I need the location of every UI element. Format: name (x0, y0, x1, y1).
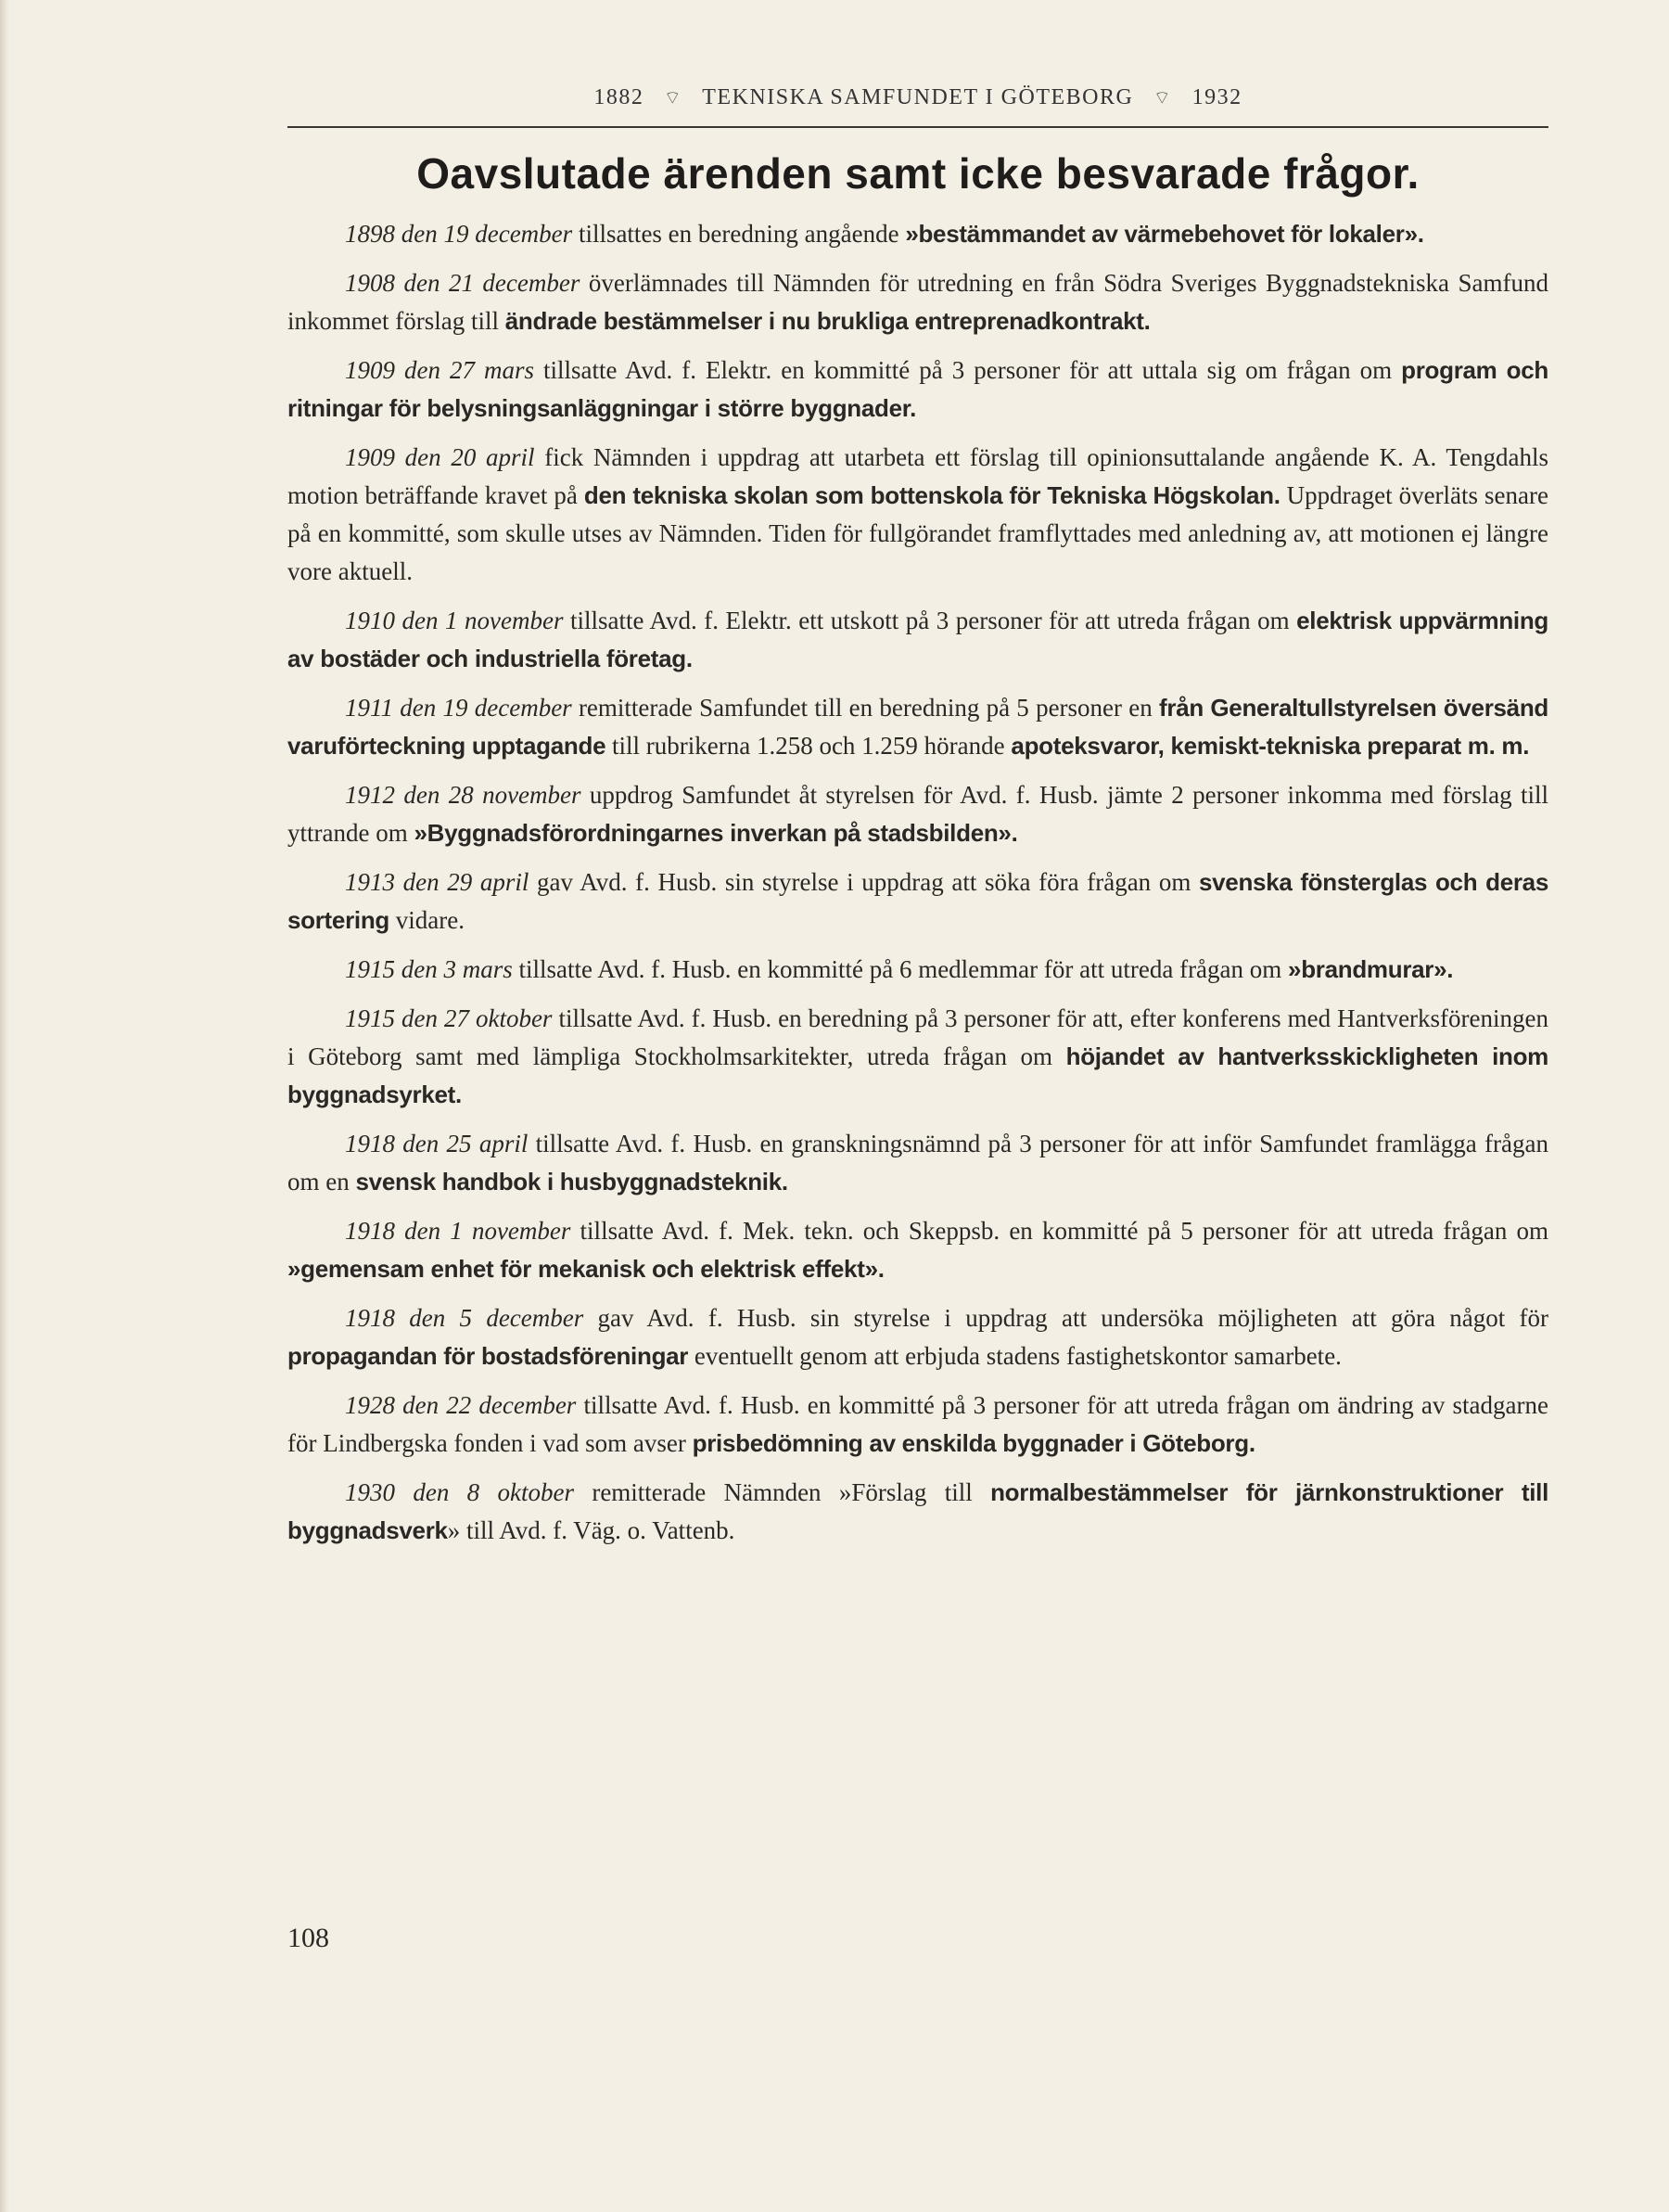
entry-subject: propagandan för bostadsföreningar (287, 1342, 689, 1370)
entry-date: 1915 den 27 oktober (345, 1004, 553, 1032)
entry-text: tillsattes en beredning angående (572, 220, 906, 248)
header-rule (287, 126, 1548, 128)
entry-text: gav Avd. f. Husb. sin styrelse i uppdrag att söka föra frågan om (529, 868, 1199, 896)
entry-text: Uppdraget överläts senare på en kommitté, som skulle utses av Nämnden. Tiden för fullgörandet framflyttades med anledning av, att motionen ej längre vore aktuell. (287, 481, 1548, 585)
entry-paragraph (287, 439, 1548, 591)
entry-subject: »gemensam enhet för mekanisk och elektrisk effekt». (287, 1255, 885, 1283)
header-society-name: TEKNISKA SAMFUNDET I GÖTEBORG (702, 85, 1134, 109)
entry-text: tillsatte Avd. f. Husb. en granskningsnämnd på 3 personer för att inför Samfundet framlägga frågan om en (287, 1130, 1548, 1196)
entry-subject: normalbestämmelser för järnkonstruktioner till byggnadsverk (287, 1478, 1548, 1544)
header-year-end: 1932 (1191, 85, 1242, 109)
page-number: 108 (287, 1923, 329, 1953)
entry-text: fick Nämnden i uppdrag att utarbeta ett förslag till opinionsuttalande angående K. A. Tengdahls motion beträffande kravet på (287, 443, 1549, 509)
entry-subject: »bestämmandet av värmebehovet för lokaler». (905, 220, 1424, 248)
entry-subject: svensk handbok i husbyggnadsteknik. (355, 1168, 788, 1196)
entry-text: gav Avd. f. Husb. sin styrelse i uppdrag att undersöka möjligheten att göra något för (583, 1304, 1548, 1332)
entry-date: 1915 den 3 mars (345, 955, 513, 983)
entry-paragraph (287, 602, 1548, 678)
entry-subject: från Generaltullstyrelsen översänd varuförteckning upptagande (287, 694, 1549, 760)
entry-paragraph (287, 863, 1548, 940)
entry-subject: »brandmurar». (1288, 955, 1454, 983)
entry-text: till rubrikerna 1.258 och 1.259 hörande (605, 732, 1012, 760)
entry-text: tillsatte Avd. f. Husb. en beredning på 3 personer för att, efter konferens med Hantverksföreningen i Göteborg samt med lämpliga Stockholmsarkitekter, utreda frågan om (287, 1004, 1549, 1070)
entry-paragraph (287, 951, 1548, 989)
ornament-icon: ⌔ (663, 88, 683, 109)
entry-text: » till Avd. f. Väg. o. Vattenb. (447, 1516, 735, 1544)
entry-paragraph (287, 1387, 1548, 1463)
entry-text: remitterade Samfundet till en beredning på 5 personer en (571, 694, 1160, 722)
entry-text: tillsatte Avd. f. Husb. en kommitté på 6 medlemmar för att utreda frågan om (512, 955, 1289, 983)
entry-paragraph (287, 776, 1548, 852)
entry-date: 1909 den 20 april (345, 443, 535, 471)
entry-paragraph (287, 215, 1548, 253)
entry-date: 1908 den 21 december (345, 269, 580, 297)
entry-date: 1918 den 25 april (345, 1130, 529, 1157)
entry-paragraph (287, 1474, 1548, 1550)
entry-text: tillsatte Avd. f. Husb. en kommitté på 3 personer för att utreda frågan om ändring av stadgarne för Lindbergska fonden i vad som avser (287, 1391, 1548, 1457)
entry-date: 1911 den 19 december (345, 694, 572, 722)
entry-text: tillsatte Avd. f. Elektr. ett utskott på 3 personer för att utreda frågan om (563, 607, 1297, 634)
entry-paragraph (287, 1212, 1548, 1288)
entry-text: tillsatte Avd. f. Mek. tekn. och Skeppsb. en kommitté på 5 personer för att utreda frågan om (570, 1217, 1548, 1245)
entry-paragraph (287, 264, 1548, 340)
entry-subject: apoteksvaror, kemiskt-tekniska preparat m. m. (1011, 732, 1530, 760)
entry-paragraph (287, 1000, 1548, 1114)
running-header (287, 85, 1548, 110)
entry-subject: höjandet av hantverksskickligheten inom byggnadsyrket. (287, 1042, 1548, 1108)
entry-text: remitterade Nämnden »Förslag till (573, 1478, 991, 1506)
entry-date: 1918 den 5 december (345, 1304, 584, 1332)
entry-subject: ändrade bestämmelser i nu brukliga entreprenadkontrakt. (504, 307, 1151, 335)
entry-text: eventuellt genom att erbjuda stadens fastighetskontor samarbete. (688, 1342, 1342, 1370)
entry-text: tillsatte Avd. f. Elektr. en kommitté på 3 personer för att uttala sig om frågan om (534, 356, 1402, 384)
entry-paragraph (287, 1299, 1548, 1375)
entry-text: vidare. (389, 906, 465, 934)
entry-subject: program och ritningar för belysningsanläggningar i större byggnader. (287, 356, 1549, 422)
entry-text: överlämnades till Nämnden för utredning en från Södra Sveriges Byggnadstekniska Samfund inkommet förslag till (287, 269, 1548, 335)
entry-subject: »Byggnadsförordningarnes inverkan på stadsbilden». (414, 819, 1018, 847)
entry-date: 1918 den 1 november (345, 1217, 571, 1245)
entry-date: 1912 den 28 november (345, 781, 581, 809)
entry-date: 1930 den 8 oktober (345, 1478, 574, 1506)
entry-subject: prisbedömning av enskilda byggnader i Göteborg. (692, 1429, 1255, 1457)
entry-date: 1909 den 27 mars (345, 356, 535, 384)
entry-date: 1898 den 19 december (345, 220, 573, 248)
entry-date: 1910 den 1 november (345, 607, 564, 634)
ornament-icon: ⌔ (1153, 88, 1173, 109)
entry-text: uppdrog Samfundet åt styrelsen för Avd. f. Husb. jämte 2 personer inkomma med förslag till yttrande om (287, 781, 1548, 847)
entry-date: 1928 den 22 december (345, 1391, 577, 1419)
page-title: Oavslutade ärenden samt icke besvarade frågor. (416, 149, 1420, 198)
entry-paragraph (287, 352, 1548, 428)
entry-subject: den tekniska skolan som bottenskola för Tekniska Högskolan. (583, 481, 1280, 509)
entry-date: 1913 den 29 april (345, 868, 529, 896)
entry-subject: svenska fönsterglas och deras sortering (287, 868, 1548, 934)
entries-list (287, 215, 1548, 1561)
entry-paragraph (287, 689, 1548, 765)
entry-paragraph (287, 1125, 1548, 1201)
header-year-start: 1882 (593, 85, 644, 109)
entry-subject: elektrisk uppvärmning av bostäder och industriella företag. (287, 607, 1548, 672)
